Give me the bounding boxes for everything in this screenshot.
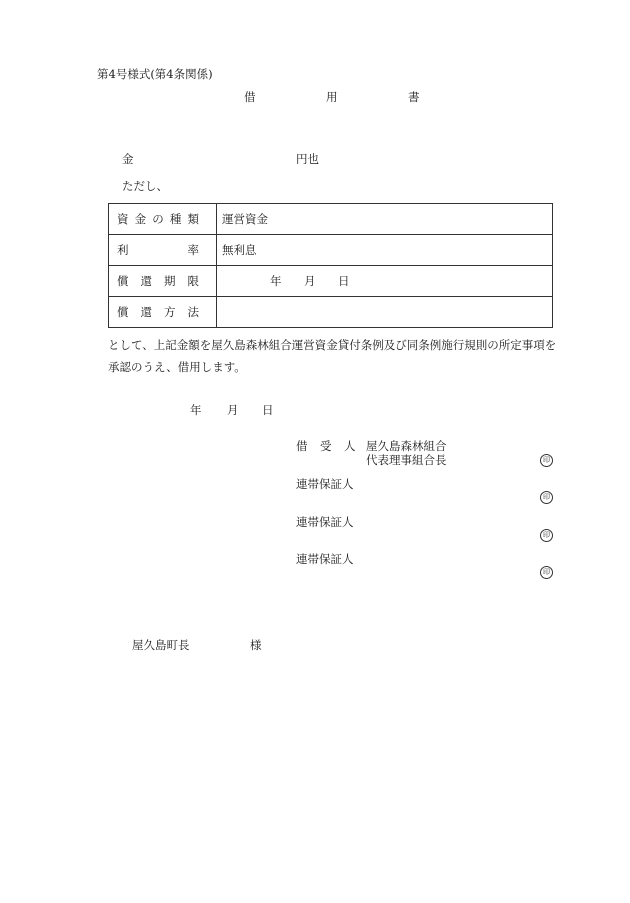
seal-mark: 印: [540, 491, 553, 504]
date-year: 年: [190, 403, 202, 417]
label-char: 期: [164, 274, 176, 288]
label-char: 人: [344, 439, 356, 453]
borrower-title: 代表理事組合長: [366, 453, 447, 467]
label-char: 還: [140, 305, 152, 319]
date-year: 年: [270, 274, 282, 288]
repayment-deadline-label: [109, 266, 217, 297]
label-char: 類: [187, 212, 199, 226]
addressee-name: 屋久島町長: [132, 638, 190, 652]
amount-prefix: 金: [122, 152, 134, 166]
label-char: 受: [320, 439, 332, 453]
form-number: 第4号様式(第4条関係): [97, 67, 213, 81]
proviso-text: ただし、: [122, 179, 168, 193]
label-char: 法: [187, 305, 199, 319]
fund-type-label: [109, 204, 217, 235]
guarantor-label: 連帯保証人: [296, 477, 354, 491]
label-char: 利: [117, 243, 129, 257]
body-text-line2: 承認のうえ、借用します。: [108, 360, 246, 374]
date-month: 月: [227, 403, 239, 417]
table-row: [109, 297, 553, 328]
label-char: 資: [117, 212, 129, 226]
repayment-deadline-value: [217, 266, 553, 297]
table-row: [109, 204, 553, 235]
label-char: 限: [187, 274, 199, 288]
table-row: [109, 266, 553, 297]
amount-suffix: 円也: [296, 152, 319, 166]
conditions-table: [108, 203, 553, 328]
seal-mark: 印: [540, 454, 553, 467]
date-month: 月: [304, 274, 316, 288]
seal-mark: 印: [540, 566, 553, 579]
label-char: 金: [134, 212, 147, 226]
seal-mark: 印: [540, 529, 553, 542]
date-day: 日: [262, 403, 274, 417]
label-char: 還: [140, 274, 152, 288]
label-char: 償: [117, 274, 129, 288]
label-char: 種: [169, 212, 182, 226]
label-char: の: [152, 212, 164, 226]
interest-rate-value: 無利息: [217, 235, 553, 266]
repayment-method-label: [109, 297, 217, 328]
label-char: 率: [187, 243, 199, 257]
borrower-organization: 屋久島森林組合: [366, 439, 447, 453]
title-char: 用: [326, 90, 338, 104]
title-char: 借: [244, 90, 256, 104]
addressee-honorific: 様: [250, 638, 262, 652]
table-row: [109, 235, 553, 266]
label-char: 償: [117, 305, 129, 319]
date-day: 日: [338, 274, 350, 288]
guarantor-label: 連帯保証人: [296, 552, 354, 566]
label-char: 方: [164, 305, 176, 319]
fund-type-value: 運営資金: [217, 204, 553, 235]
interest-rate-label: [109, 235, 217, 266]
guarantor-label: 連帯保証人: [296, 515, 354, 529]
body-text-line1: として、上記金額を屋久島森林組合運営資金貸付条例及び同条例施行規則の所定事項を: [108, 338, 557, 352]
title-char: 書: [408, 90, 420, 104]
repayment-method-value: [217, 297, 553, 328]
label-char: 借: [296, 439, 308, 453]
